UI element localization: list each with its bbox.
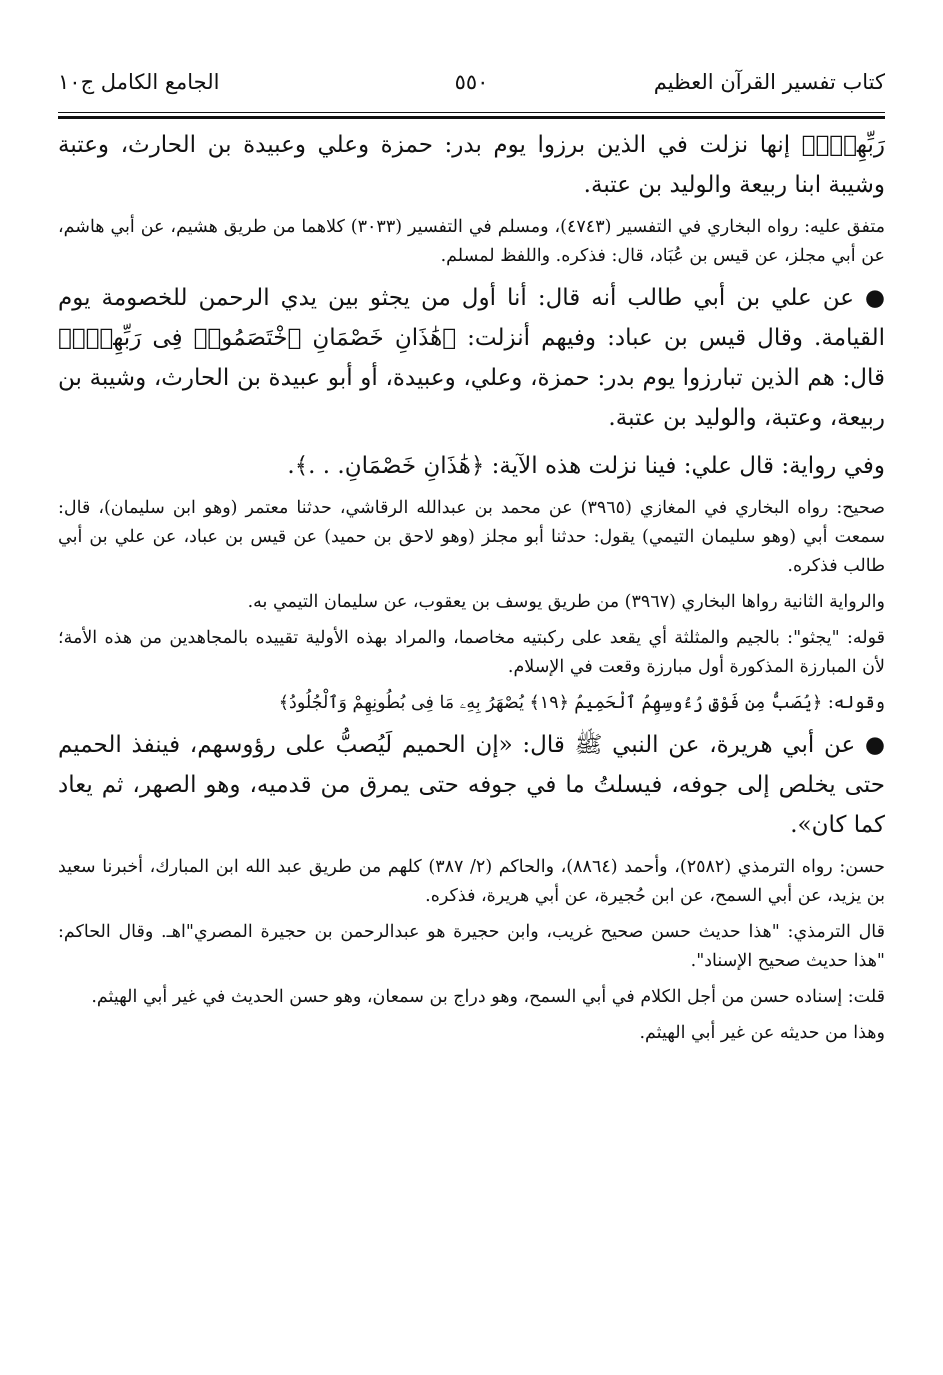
page-header [58, 62, 885, 102]
book-title: كتاب تفسير القرآن العظيم [653, 70, 885, 94]
running-title: الجامع الكامل ج١٠ [58, 70, 220, 94]
main-paragraph: وفي رواية: قال علي: فينا نزلت هذه الآية: ﴿هَٰذَانِ خَصْمَانِ. . .﴾. [287, 453, 885, 479]
hadith-note: قوله: "يجثو": بالجيم والمثلثة أي يقعد على ركبتيه مخاصما، والمراد بهذه الأولية تقييده بالمجاهدين من هذه الأمة؛ لأن المبارزة المذكورة أول مبارزة وقعت في الإسلام. [58, 628, 885, 677]
hadith-note: صحيح: رواه البخاري في المغازي (٣٩٦٥) عن محمد بن عبدالله الرقاشي، حدثنا معتمر (وهو ابن سليمان)، قال: سمعت أبي (وهو سليمان التيمي) يقول: حدثنا أبو مجلز (وهو لاحق بن حميد) عن قيس بن عباد، عن علي بن أبي طالب فذكره. [58, 498, 885, 576]
hadith-note: وهذا من حديثه عن غير أبي الهيثم. [639, 1023, 885, 1043]
hadith-note: متفق عليه: رواه البخاري في التفسير (٤٧٤٣)، ومسلم في التفسير (٣٠٣٣) كلاهما من طريق هشيم، عن أبي هاشم، عن أبي مجلز، عن قيس بن عُبَاد، قال: فذكره. واللفظ لمسلم. [58, 217, 885, 266]
page-number: ٥٥٠ [454, 70, 489, 94]
quran-verse-note: وقوله: ﴿يُصَبُّ مِن فَوْقِ رُءُوسِهِمُ ٱلْحَمِيمُ ﴿١٩﴾ يُصْهَرُ بِهِۦ مَا فِى بُطُونِهِمْ وَٱلْجُلُودُ﴾ [278, 693, 885, 713]
hadith-note: حسن: رواه الترمذي (٢٥٨٢)، وأحمد (٨٨٦٤)، والحاكم (٢/ ٣٨٧) كلهم من طريق عبد الله ابن المبارك، أخبرنا سعيد بن يزيد، عن أبي السمح، عن ابن حُجيرة، عن أبي هريرة، فذكره. [58, 857, 886, 906]
header-rule-thick [58, 116, 885, 119]
hadith-note: والرواية الثانية رواها البخاري (٣٩٦٧) من طريق يوسف بن يعقوب، عن سليمان التيمي به. [247, 592, 885, 612]
main-paragraph: ● عن أبي هريرة، عن النبي ﷺ قال: «إن الحميم لَيُصبُّ على رؤوسهم، فينفذ الحميم حتى يخلص إلى جوفه، فيسلتُ ما في جوفه حتى يمرق من قدميه، وهو الصهر، ثم يعاد كما كان». [58, 732, 885, 838]
main-paragraph: ● عن علي بن أبي طالب أنه قال: أنا أول من يجثو بين يدي الرحمن للخصومة يوم القيامة. وقال قيس بن عباد: وفيهم أنزلت: ﴿هَٰذَانِ خَصْمَانِ ٱخْتَصَمُوا۟ فِى رَبِّهِمْۖ﴾ قال: هم الذين تبارزوا يوم بدر: حمزة، وعلي، وعبيدة، أو أبو عبيدة بن الحارث، وشيبة بن ربيعة، وعتبة، والوليد بن عتبة. [58, 285, 885, 431]
page-body [58, 125, 885, 1055]
hadith-note: قلت: إسناده حسن من أجل الكلام في أبي السمح، وهو دراج بن سمعان، وهو حسن الحديث في غير أبي الهيثم. [91, 987, 885, 1007]
main-paragraph: رَبِّهِمْۖ﴾ إنها نزلت في الذين برزوا يوم بدر: حمزة وعلي وعبيدة بن الحارث، وعتبة وشيبة ابنا ربيعة والوليد بن عتبة. [58, 132, 885, 198]
header-rule-thin [58, 112, 885, 113]
hadith-note: قال الترمذي: "هذا حديث حسن صحيح غريب، وابن حجيرة هو عبدالرحمن بن حجيرة المصري"اهـ. وقال الحاكم: "هذا حديث صحيح الإسناد". [58, 922, 885, 971]
